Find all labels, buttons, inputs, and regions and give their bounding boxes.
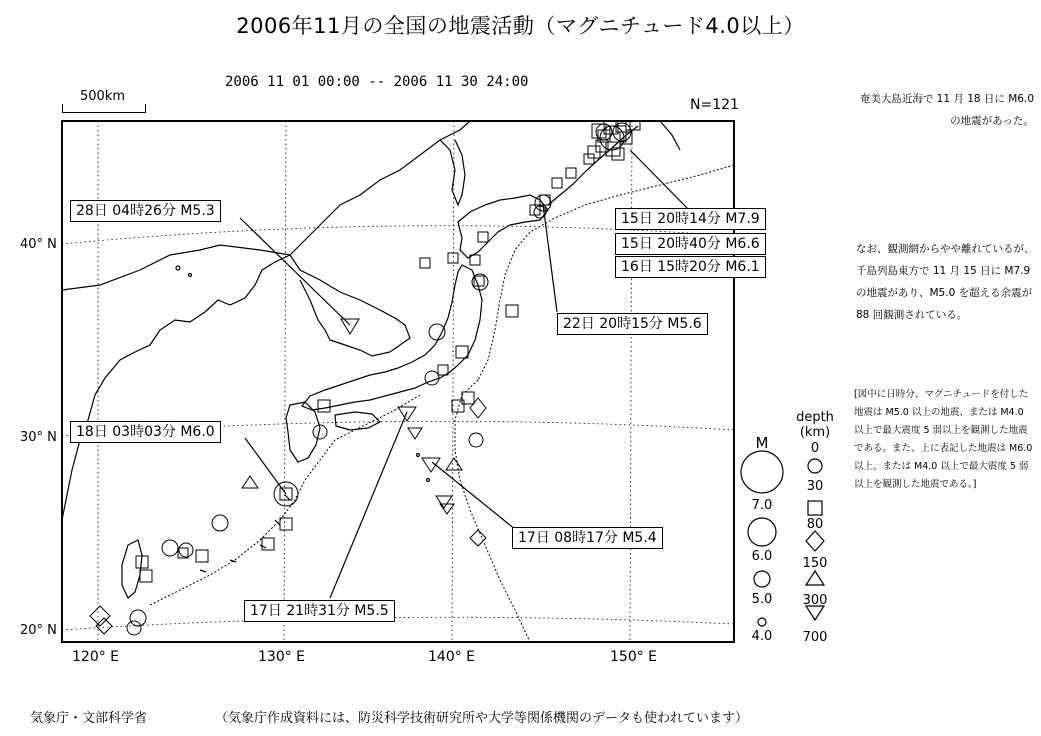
legend-depth-title: depth: [796, 410, 834, 425]
callout-17b: 17日 21時31分 M5.5: [244, 600, 395, 622]
callout-15a: 15日 20時14分 M7.9: [615, 208, 766, 230]
depth-300-inverted-triangle: [806, 606, 824, 620]
footer-data-note: （気象庁作成資料には、防災科学技術研究所や大学等関係機関のデータも使われています）: [215, 711, 749, 726]
note-kuril: なお、観測網からやや離れているが、千島列島東方で 11 月 15 日に M7.9 の地震があり、M5.0 を超える余震が 88 回観測されている。: [856, 243, 1035, 321]
footer-agency: 気象庁・文部科学省: [30, 711, 148, 726]
legend-depth-700: 700: [802, 630, 828, 645]
legend-mag-4: 4.0: [751, 629, 773, 644]
lon-label-130: 130° E: [258, 649, 306, 665]
lon-label-150: 150° E: [610, 649, 658, 665]
lat-label-30: 30° N: [20, 430, 57, 445]
lat-label-20: 20° N: [20, 623, 57, 638]
period-range: 2006 11 01 00:00 -- 2006 11 30 24:00: [225, 74, 529, 90]
scale-label: 500km: [80, 89, 126, 104]
mag-4-circle: [758, 618, 766, 626]
depth-80-diamond: [806, 531, 824, 551]
legend-depth-80: 80: [806, 517, 824, 532]
earthquake-symbols: [90, 116, 640, 635]
event-count: N=121: [690, 97, 739, 113]
callout-18: 18日 03時03分 M6.0: [70, 421, 221, 443]
depth-0-circle: [808, 459, 822, 473]
legend-mag-6: 6.0: [751, 549, 773, 564]
depth-30-square: [808, 501, 822, 515]
legend-depth-150: 150: [802, 556, 828, 571]
mag-7-circle: [741, 451, 783, 493]
legend-depth-unit: (km): [799, 425, 831, 440]
lon-label-120: 120° E: [72, 649, 120, 665]
lon-label-140: 140° E: [428, 649, 476, 665]
map-title: 2006年11月の全国の地震活動（マグニチュード4.0以上）: [236, 14, 805, 38]
legend-depth-300: 300: [802, 593, 828, 608]
callout-15b: 15日 20時40分 M6.6: [615, 233, 766, 255]
mag-6-circle: [748, 518, 776, 546]
depth-150-triangle: [806, 571, 824, 585]
note-criteria: [図中に日時分、マグニチュードを付した地震は M5.0 以上の地震、または M4.0 以上で最大震度 5 弱以上を観測した地震である。また、上に表記した地震は M6.0 以上、または M4.0 以上で最大震度 5 弱以上を観測した地震である。]: [854, 389, 1033, 490]
lat-label-40: 40° N: [20, 237, 57, 252]
legend-mag-5: 5.0: [751, 592, 773, 607]
legend-mag-7: 7.0: [751, 498, 773, 513]
mag-5-circle: [754, 571, 770, 587]
legend-mag-title: M: [755, 434, 769, 452]
callout-16: 16日 15時20分 M6.1: [615, 256, 766, 278]
callout-28: 28日 04時26分 M5.3: [70, 200, 221, 222]
callout-22: 22日 20時15分 M5.6: [557, 313, 708, 335]
legend-depth-0: 0: [810, 441, 820, 456]
callout-17a: 17日 08時17分 M5.4: [512, 527, 663, 549]
legend-depth-30: 30: [806, 479, 824, 494]
note-amami: 奄美大島近海で 11 月 18 日に M6.0 の地震があった。: [859, 93, 1034, 127]
